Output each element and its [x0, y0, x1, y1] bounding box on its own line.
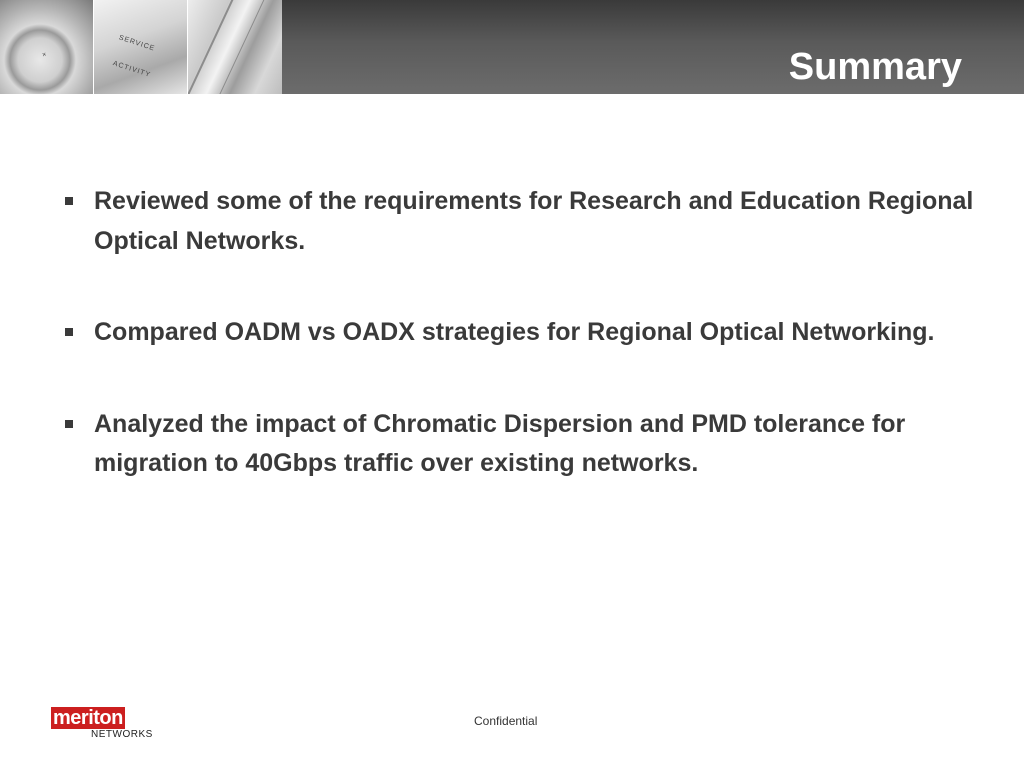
- header-photo-panel: [94, 0, 188, 94]
- bullet-text: Compared OADM vs OADX strategies for Regional Optical Networking.: [94, 318, 935, 346]
- bullet-text: Analyzed the impact of Chromatic Dispersion and PMD tolerance for migration to 40Gbps traffic over existing networks.: [94, 409, 906, 477]
- slide-title: Summary: [788, 46, 962, 88]
- header-photo-ruler: [188, 0, 282, 94]
- square-bullet-icon: [65, 197, 73, 205]
- ruler-edge: [188, 0, 235, 94]
- logo-subtitle: NETWORKS: [91, 729, 153, 740]
- square-bullet-icon: [65, 328, 73, 336]
- dial-marking: +: [39, 50, 50, 59]
- square-bullet-icon: [65, 420, 73, 428]
- bullet-text: Reviewed some of the requirements for Research and Education Regional Optical Networks.: [94, 187, 974, 255]
- footer-confidential: Confidential: [474, 714, 538, 728]
- slide-header: [0, 0, 1024, 94]
- bullet-list: [62, 182, 982, 536]
- bullet-item: [62, 405, 982, 484]
- panel-text-service: SERVICE: [117, 34, 156, 53]
- bullet-item: [62, 182, 982, 261]
- company-logo: [51, 707, 155, 741]
- ruler-edge: [215, 0, 267, 94]
- logo-wordmark: meriton: [53, 707, 123, 729]
- panel-text-activity: ACTIVITY: [111, 60, 152, 79]
- bullet-item: [62, 313, 982, 353]
- header-photo-dial: [0, 0, 94, 94]
